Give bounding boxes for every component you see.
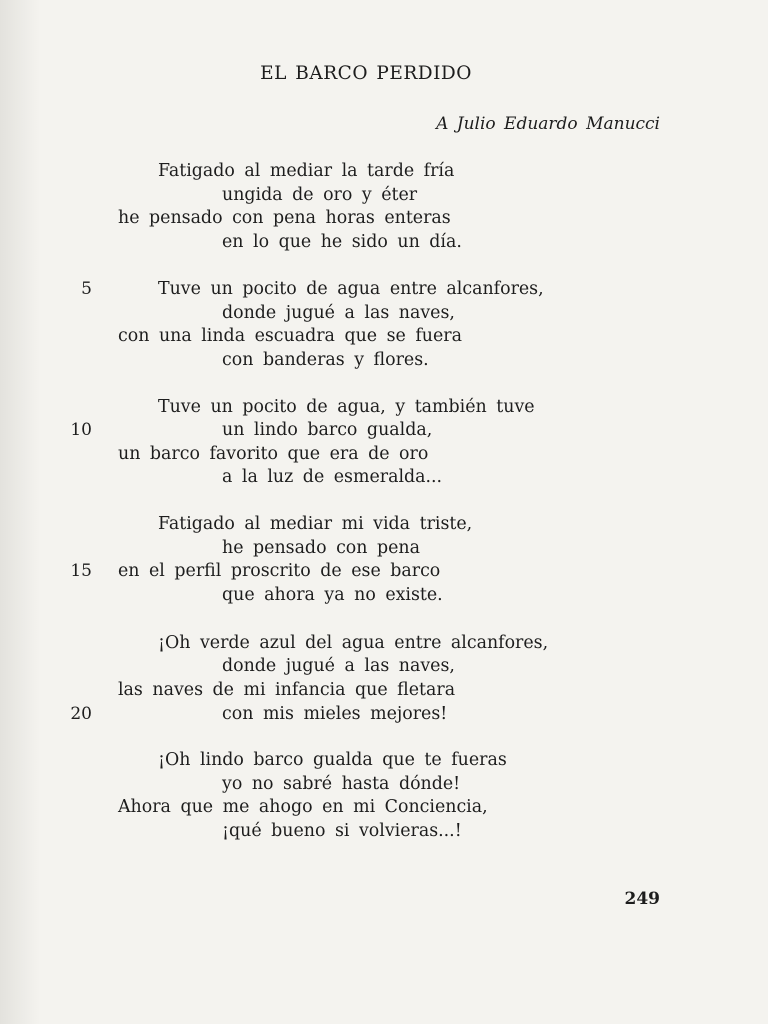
poem-line: un barco favorito que era de oro [118, 444, 429, 464]
page-gutter-shadow [0, 0, 40, 1024]
poem-line: ¡Oh lindo barco gualda que te fueras [158, 750, 507, 770]
poem-line: donde jugué a las naves, [222, 656, 455, 676]
poem-line: donde jugué a las naves, [222, 303, 455, 323]
page-number: 249 [624, 889, 660, 909]
poem-line: las naves de mi infancia que fletara [118, 680, 456, 700]
poem-line: ¡Oh verde azul del agua entre alcanfores, [158, 633, 549, 653]
poem-line: he pensado con pena [222, 538, 420, 558]
line-number: 20 [70, 704, 92, 724]
poem-line: Ahora que me ahogo en mi Conciencia, [118, 797, 488, 817]
poem-dedication: A Julio Eduardo Manucci [436, 114, 660, 134]
poem-line: ¡qué bueno si volvieras...! [222, 821, 462, 841]
line-number: 10 [70, 420, 92, 440]
line-number: 15 [70, 561, 92, 581]
poem-line: con mis mieles mejores! [222, 704, 448, 724]
poem-line: en el perfil proscrito de ese barco [118, 561, 441, 581]
poem-line: he pensado con pena horas enteras [118, 208, 451, 228]
poem-line: un lindo barco gualda, [222, 420, 433, 440]
poem-line: que ahora ya no existe. [222, 585, 443, 605]
poem-title [0, 63, 768, 84]
poem-line: yo no sabré hasta dónde! [222, 774, 461, 794]
poem-line: a la luz de esmeralda... [222, 467, 443, 487]
poem-line: Fatigado al mediar mi vida triste, [158, 514, 473, 534]
poem-line: con banderas y flores. [222, 350, 429, 370]
poem-line: con una linda escuadra que se fuera [118, 326, 462, 346]
poem-line: Tuve un pocito de agua entre alcanfores, [158, 279, 544, 299]
poem-line: Fatigado al mediar la tarde fría [158, 161, 455, 181]
poem-line: en lo que he sido un día. [222, 232, 462, 252]
poem-line: Tuve un pocito de agua, y también tuve [158, 397, 535, 417]
line-number: 5 [81, 279, 92, 299]
poem-line: ungida de oro y éter [222, 185, 418, 205]
poem-title-text: EL BARCO PERDIDO [260, 63, 472, 84]
